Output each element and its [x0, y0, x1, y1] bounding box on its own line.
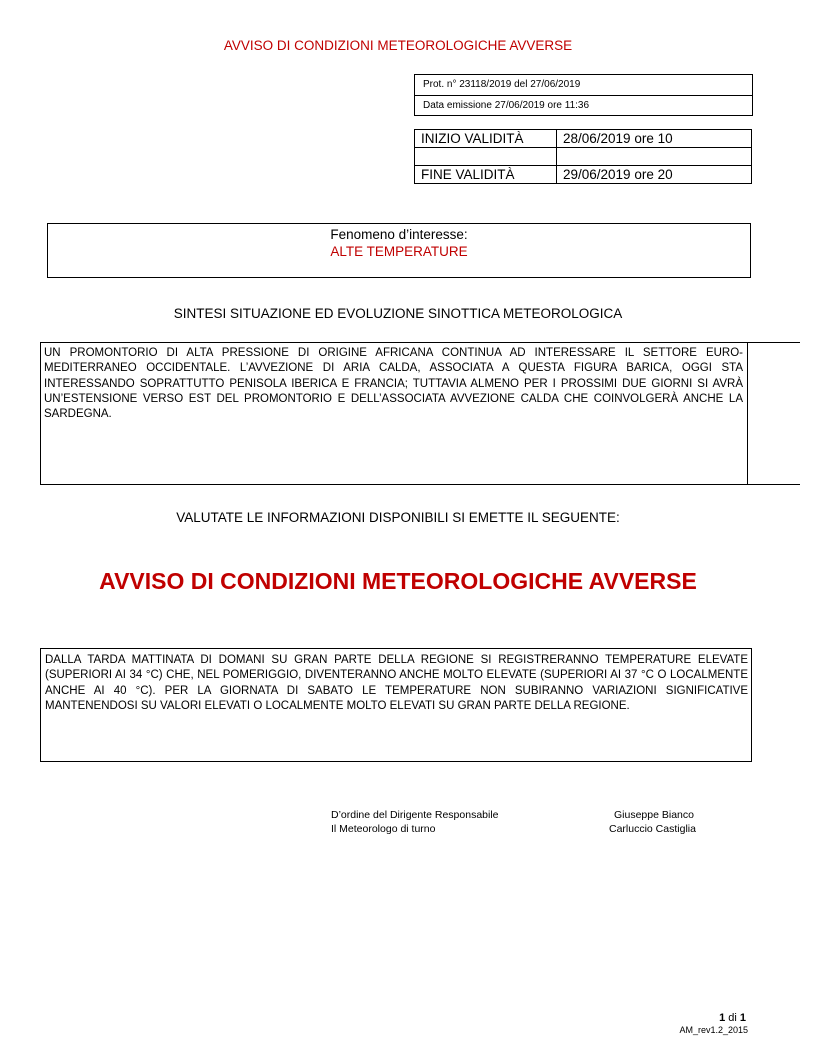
validity-spacer-cell: [557, 148, 752, 166]
header-title: AVVISO DI CONDIZIONI METEOROLOGICHE AVVERSE: [223, 38, 573, 53]
protocol-number: Prot. n° 23118/2019 del 27/06/2019: [423, 79, 581, 90]
page-total: 1: [739, 1012, 746, 1024]
signature-name-1: Giuseppe Bianco: [614, 809, 694, 821]
validity-start-row: [415, 130, 752, 148]
validity-table: [414, 129, 752, 184]
synopsis-divider: [747, 342, 748, 485]
page-current: 1: [719, 1012, 726, 1024]
evaluation-text: VALUTATE LE INFORMAZIONI DISPONIBILI SI EMETTE IL SEGUENTE:: [176, 510, 620, 525]
page-number: [719, 1012, 746, 1024]
warning-title: AVVISO DI CONDIZIONI METEOROLOGICHE AVVERSE: [99, 568, 697, 594]
warning-text: DALLA TARDA MATTINATA DI DOMANI SU GRAN PARTE DELLA REGIONE SI REGISTRERANNO TEMPERATURE ELEVATE (SUPERIORI AI 34 °C) CHE, NEL POMERIGGIO, DIVENTERANNO ANCHE MOLTO ELEVATE (SUPERIORI AI 37 °C O LOCALMENTE ANCHE AI 40 °C). PER LA GIORNATA DI SABATO LE TEMPERATURE NON SUBIRANNO VARIAZIONI SIGNIFICATIVE MANTENENDOSI SU VALORI ELEVATI O LOCALMENTE MOLTO ELEVATI SU GRAN PARTE DELLA REGIONE.: [45, 654, 748, 712]
validity-end-row: [415, 166, 752, 184]
validity-end-value: 29/06/2019 ore 20: [557, 166, 752, 184]
phenomenon-box: [47, 223, 751, 278]
phenomenon-value: ALTE TEMPERATURE: [330, 244, 468, 259]
synopsis-heading: SINTESI SITUAZIONE ED EVOLUZIONE SINOTTICA METEOROLOGICA: [173, 306, 623, 321]
emission-date: Data emissione 27/06/2019 ore 11:36: [415, 95, 752, 115]
validity-start-value: 28/06/2019 ore 10: [557, 130, 752, 148]
protocol-box: [414, 74, 753, 116]
signature-name-2: Carluccio Castiglia: [609, 823, 696, 835]
signature-role-1: D’ordine del Dirigente Responsabile: [331, 809, 499, 821]
phenomenon-label: Fenomeno d’interesse:: [330, 227, 468, 242]
validity-spacer-row: [415, 148, 752, 166]
validity-spacer-cell: [415, 148, 557, 166]
revision-code: AM_rev1.2_2015: [679, 1025, 748, 1035]
signature-role-2: Il Meteorologo di turno: [331, 823, 436, 835]
validity-end-label: FINE VALIDITÀ: [415, 166, 557, 184]
validity-start-label: INIZIO VALIDITÀ: [415, 130, 557, 148]
synopsis-text: UN PROMONTORIO DI ALTA PRESSIONE DI ORIGINE AFRICANA CONTINUA AD INTERESSARE IL SETTORE EURO-MEDITERRANEO OCCIDENTALE. L’AVVEZIONE DI ARIA CALDA, ASSOCIATA A QUESTA FIGURA BARICA, OGGI STA INTERESSANDO SOPRATTUTTO PENISOLA IBERICA E FRANCIA; TUTTAVIA ALMENO PER I PROSSIMI DUE GIORNI SI AVRÀ UN’ESTENSIONE VERSO EST DEL PROMONTORIO E DELL’ASSOCIATA AVVEZIONE CALDA CHE COINVOLGERÀ ANCHE LA SARDEGNA.: [44, 347, 743, 421]
page-separator: di: [728, 1012, 737, 1024]
